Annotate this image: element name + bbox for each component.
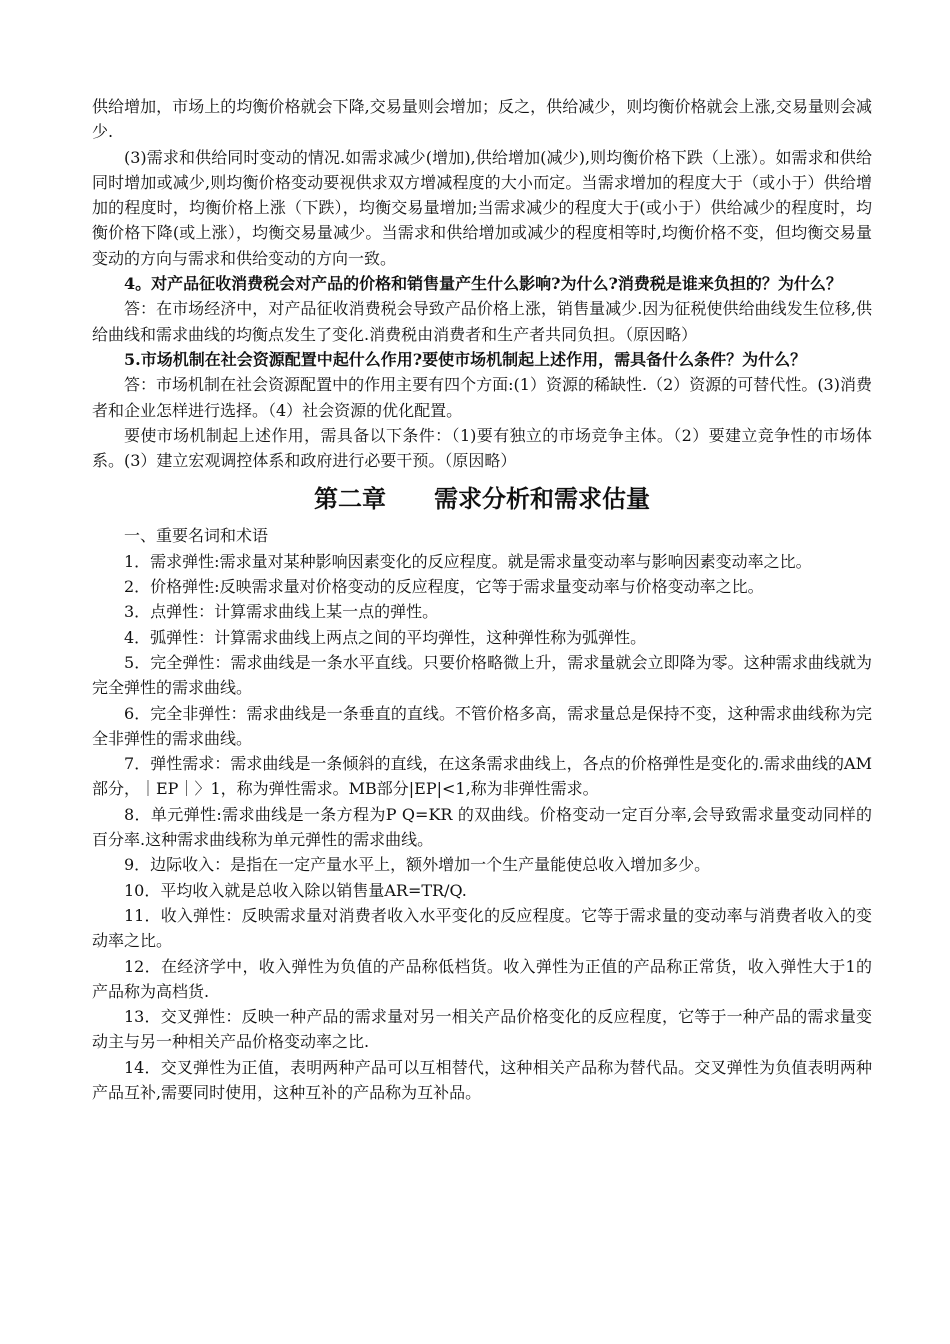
term-2-price-elasticity: 2．价格弹性:反映需求量对价格变动的反应程度，它等于需求量变动率与价格变动率之比。 [124, 577, 764, 597]
answer-5-roles: 答：市场机制在社会资源配置中的作用主要有四个方面:(1）资源的稀缺性.（2）资源的可替代性。(3)消费者和企业怎样进行选择。（4）社会资源的优化配置。 [92, 375, 872, 420]
term-8-unit-elasticity: 8．单元弹性:需求曲线是一条方程为P Q=KR 的双曲线。价格变动一定百分率,会导致需求量变动同样的百分率.这种需求曲线称为单元弹性的需求曲线。 [92, 804, 872, 850]
section-heading-terms: 一、重要名词和术语 [124, 526, 269, 546]
answer-5-conditions: 要使市场机制起上述作用，需具备以下条件：（1)要有独立的市场竞争主体。（2）要建立竞争性的市场体系。(3）建立宏观调控体系和政府进行必要干预。（原因略） [92, 425, 872, 471]
term-11-income-elasticity: 11．收入弹性：反映需求量对消费者收入水平变化的反应程度。它等于需求量的变动率与消费者收入的变动率之比。 [92, 905, 872, 951]
term-13-cross-elasticity: 13．交叉弹性：反映一种产品的需求量对另一相关产品价格变化的反应程度，它等于一种产品的需求量变动主与另一种相关产品价格变动率之比. [92, 1007, 872, 1052]
term-1-demand-elasticity: 1．需求弹性:需求量对某种影响因素变化的反应程度。就是需求量变动率与影响因素变动率之比。 [124, 551, 812, 571]
paragraph-simultaneous-change: (3)需求和供给同时变动的情况.如需求减少(增加),供给增加(减少),则均衡价格下跌（上涨）。如需求和供给同时增加或减少,则均衡价格变动要视供求双方增减程度的大小而定。当需求增加的程度大于（或小于）供给增加的程度时，均衡价格上涨（下跌），均衡交易量增加;当需求减少的程度大于(或小于）供给减少的程度时，均衡价格下降(或上涨），均衡交易量减少。当需求和供给增加或减少的程度相等时,均衡价格不变，但均衡交易量变动的方向与需求和供给变动的方向一致。 [92, 147, 872, 268]
paragraph-supply-increase: 供给增加，市场上的均衡价格就会下降,交易量则会增加；反之，供给减少，则均衡价格就会上涨,交易量则会减少. [92, 97, 872, 142]
question-5-market-mechanism: 5.市场机制在社会资源配置中起什么作用?要使市场机制起上述作用，需具备什么条件？为什么？ [124, 349, 807, 369]
answer-4: 答：在市场经济中，对产品征收消费税会导致产品价格上涨，销售量减少.因为征税使供给曲线发生位移,供给曲线和需求曲线的均衡点发生了变化.消费税由消费者和生产者共同负担。（原因略） [92, 299, 872, 344]
term-4-arc-elasticity: 4．弧弹性：计算需求曲线上两点之间的平均弹性，这种弹性称为弧弹性。 [124, 627, 647, 647]
question-4-consumption-tax: 4。对产品征收消费税会对产品的价格和销售量产生什么影响?为什么?消费税是谁来负担的？为什么？ [124, 274, 842, 294]
term-5-perfect-elasticity: 5．完全弹性：需求曲线是一条水平直线。只要价格略微上升，需求量就会立即降为零。这种需求曲线就为完全弹性的需求曲线。 [92, 652, 872, 698]
document-body [92, 94, 872, 1105]
term-10-average-revenue: 10．平均收入就是总收入除以销售量AR=TR/Q. [124, 880, 467, 900]
term-6-perfect-inelasticity: 6．完全非弹性：需求曲线是一条垂直的直线。不管价格多高，需求量总是保持不变，这种需求曲线称为完全非弹性的需求曲线。 [92, 703, 872, 748]
term-7-elastic-demand: 7．弹性需求：需求曲线是一条倾斜的直线，在这条需求曲线上，各点的价格弹性是变化的.需求曲线的AM部分，｜EP｜〉1，称为弹性需求。MB部分|EP|<1,称为非弹性需求。 [92, 754, 872, 799]
term-3-point-elasticity: 3．点弹性：计算需求曲线上某一点的弹性。 [124, 602, 439, 622]
chapter-title: 第二章 需求分析和需求估量 [314, 485, 650, 514]
term-14-substitutes-complements: 14．交叉弹性为正值，表明两种产品可以互相替代，这种相关产品称为替代品。交叉弹性为负值表明两种产品互补,需要同时使用，这种互补的产品称为互补品。 [92, 1057, 872, 1102]
term-12-goods-classes: 12．在经济学中，收入弹性为负值的产品称低档货。收入弹性为正值的产品称正常货，收入弹性大于1的产品称为高档货. [92, 956, 872, 1001]
term-9-marginal-revenue: 9．边际收入：是指在一定产量水平上，额外增加一个生产量能使总收入增加多少。 [124, 855, 711, 875]
